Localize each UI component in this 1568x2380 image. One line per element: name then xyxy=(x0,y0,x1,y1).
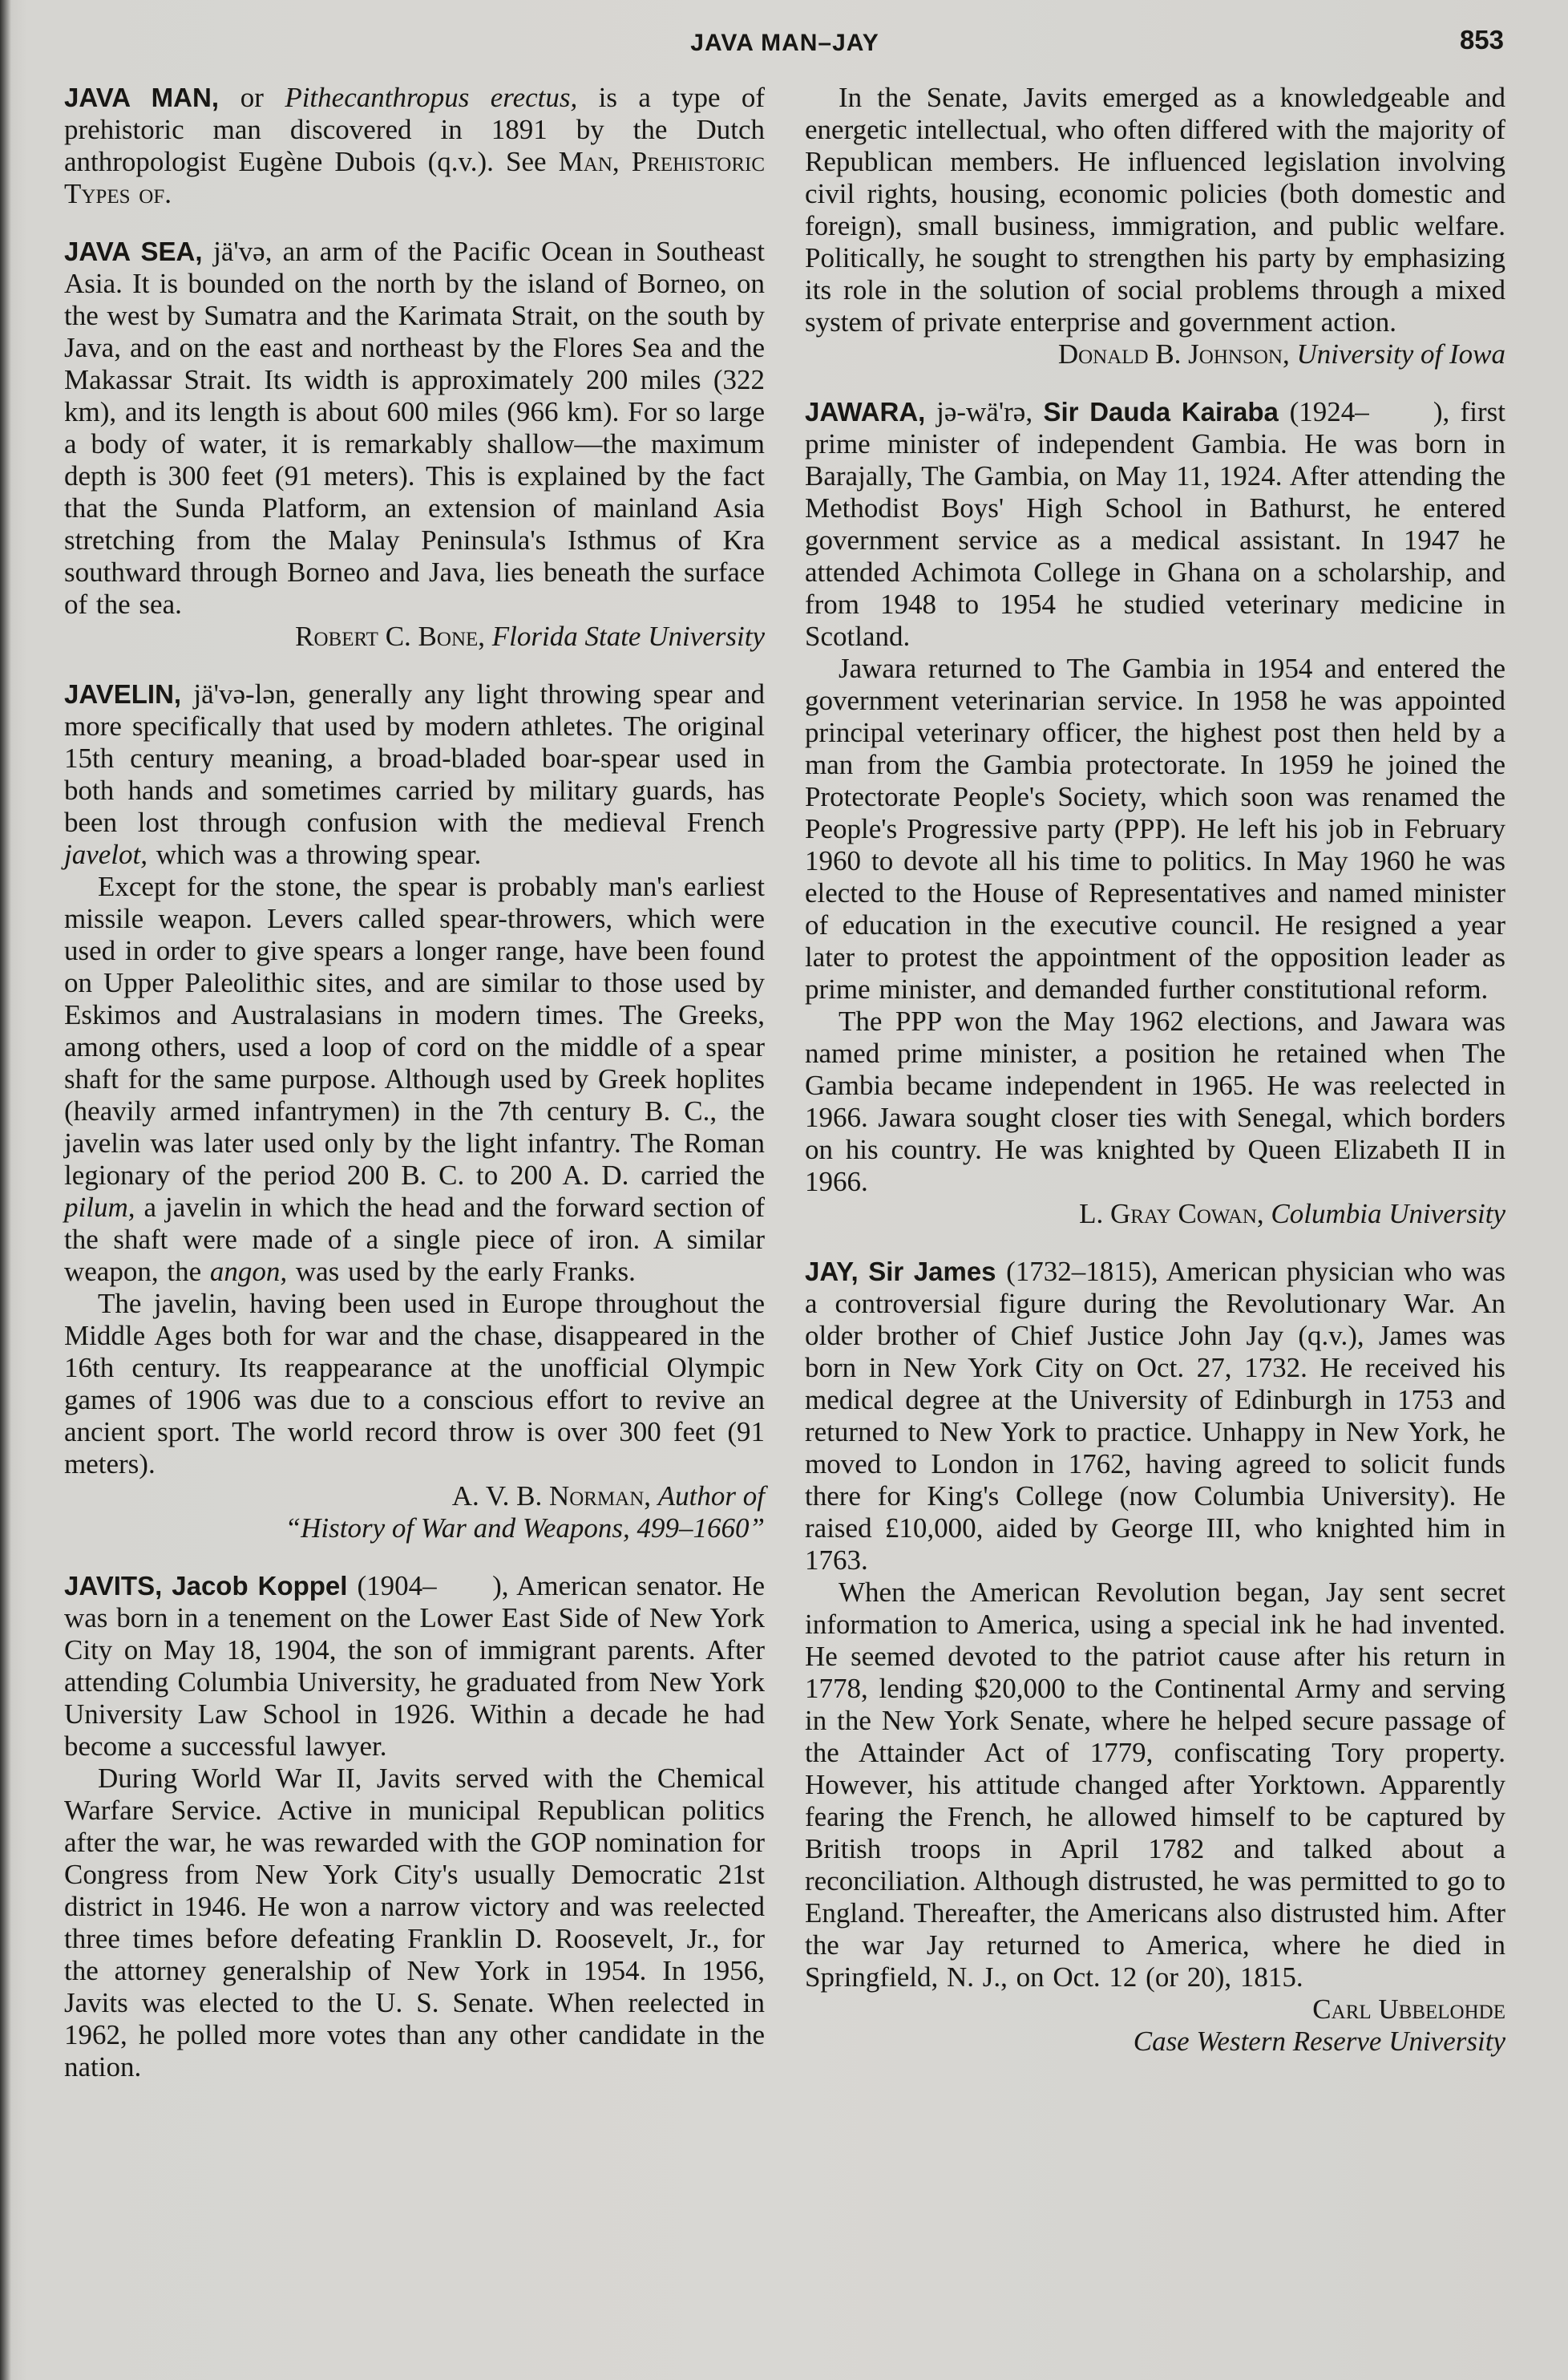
attribution-line xyxy=(805,1198,1505,1230)
page-number: 853 xyxy=(1459,25,1504,55)
running-header xyxy=(64,24,1505,61)
paragraph xyxy=(64,82,765,210)
attribution-line xyxy=(805,2026,1505,2058)
italic-text: angon, xyxy=(209,1256,296,1287)
paragraph xyxy=(805,82,1505,338)
text-run: a javelin in which the head and the forward section of the shaft were made of a single piece of iron. A similar weapon, the xyxy=(64,1192,765,1287)
paragraph xyxy=(805,653,1505,1006)
italic-text: University of Iowa xyxy=(1296,338,1505,370)
text-columns xyxy=(64,82,1505,2083)
article-jay xyxy=(805,1256,1505,2058)
text-run: (1924– ), first prime minister of independent Gambia. He was born in Barajally, The Gambia, on May 11, 1924. After attending the Methodist Boys' High School in Bathurst, he entered government service as a medical assistant. In 1947 he attended Achimota College in Ghana on a scholarship, and from 1948 to 1954 he studied veterinary medicine in Scotland. xyxy=(805,396,1505,652)
italic-text: Author of xyxy=(657,1480,765,1512)
text-run: Jawara returned to The Gambia in 1954 and entered the government veterinarian service. In 1958 he was appointed principal veterinary officer, the highest post then held by a man from the Gambia protectorate. In 1959 he joined the Protectorate People's Society, which soon was renamed the People's Progressive party (PPP). He left his job in February 1960 to devote all his time to politics. In May 1960 he was elected to the House of Representatives and named minister of education in the executive council. He resigned a year later to protest the appointment of the opposition leader as prime minister, and demanded further constitutional reform. xyxy=(805,653,1505,1005)
article-java-sea xyxy=(64,236,765,653)
entry-headword: JAVA MAN, xyxy=(64,83,240,112)
text-run: is a type of prehistoric man discovered in 1891 by the Dutch anthropologist Eugène Dubois (q.v.). See xyxy=(64,82,766,177)
running-head-title: JAVA MAN–JAY xyxy=(690,30,879,56)
text-run: or xyxy=(240,82,285,113)
entry-headword: JAY, Sir James xyxy=(805,1257,1007,1286)
article-java-man xyxy=(64,82,765,210)
text-run: which was a throwing spear. xyxy=(156,839,482,870)
attribution-line xyxy=(64,1480,765,1512)
paragraph xyxy=(805,396,1505,653)
text-run: jə-wä'rə, xyxy=(936,396,1044,427)
paragraph xyxy=(64,1763,765,2083)
text-run: was used by the early Franks. xyxy=(295,1256,636,1287)
article-javelin xyxy=(64,678,765,1544)
attribution-line xyxy=(64,621,765,653)
italic-text: “History of War and Weapons, 499–1660” xyxy=(285,1512,765,1544)
paragraph xyxy=(805,1006,1505,1198)
right-column xyxy=(805,82,1505,2058)
small-caps-text: Man, Prehistoric Types of. xyxy=(64,146,765,209)
small-caps-text: A. V. B. Norman, xyxy=(451,1480,658,1512)
paragraph xyxy=(64,678,765,871)
text-run: The PPP won the May 1962 elections, and Jawara was named prime minister, a position he retained when The Gambia became independent in 1965. He was reelected in 1966. Jawara sought closer ties with Senegal, which borders on his country. He was knighted by Queen Elizabeth II in 1966. xyxy=(805,1006,1505,1197)
paragraph xyxy=(64,871,765,1288)
italic-text: Columbia University xyxy=(1271,1198,1505,1229)
text-run: jä'və, an arm of the Pacific Ocean in Southeast Asia. It is bounded on the north by the island of Borneo, on the west by Sumatra and the Karimata Strait, on the south by Java, and on the east and northeast by the Flores Sea and the Makassar Strait. Its width is approximately 200 miles (322 km), and its length is about 600 miles (966 km). For so large a body of water, it is remarkably shallow—the maximum depth is 300 feet (91 meters). This is explained by the fact that the Sunda Platform, an extension of mainland Asia stretching from the Malay Peninsula's Isthmus of Kra southward through Borneo and Java, lies beneath the surface of the sea. xyxy=(64,236,765,620)
attribution-line xyxy=(805,338,1505,370)
left-column xyxy=(64,82,765,2083)
italic-text: Pithecanthropus erectus, xyxy=(285,82,599,113)
text-run: The javelin, having been used in Europe throughout the Middle Ages both for war and the chase, disappeared in the 16th century. Its reappearance at the unofficial Olympic games of 1906 was due to a conscious effort to revive an ancient sport. The world record throw is over 300 feet (91 meters). xyxy=(64,1288,765,1479)
small-caps-text: Carl Ubbelohde xyxy=(1312,1993,1505,2025)
paragraph xyxy=(805,1577,1505,1993)
paragraph xyxy=(64,236,765,621)
text-run: Except for the stone, the spear is probably man's earliest missile weapon. Levers called spear-throwers, which were used in order to give spears a longer range, have been found on Upper Paleolithic sites, and are similar to those used by Eskimos and Australasians in modern times. The Greeks, among others, used a loop of cord on the middle of a spear shaft for the same purpose. Although used by Greek hoplites (heavily armed infantrymen) in the 7th century B. C., the javelin was later used only by the light infantry. The Roman legionary of the period 200 B. C. to 200 A. D. carried the xyxy=(64,871,765,1191)
article-javits xyxy=(64,1570,765,2083)
small-caps-text: Robert C. Bone, xyxy=(295,621,492,652)
attribution-line xyxy=(805,1993,1505,2026)
entry-headword: JAVITS, Jacob Koppel xyxy=(64,1571,358,1601)
paragraph xyxy=(64,1288,765,1480)
italic-text: Case Western Reserve University xyxy=(1133,2026,1505,2057)
attribution-line xyxy=(64,1512,765,1544)
italic-text: Florida State University xyxy=(491,621,765,652)
text-run: In the Senate, Javits emerged as a knowledgeable and energetic intellectual, who often differed with the majority of Republican members. He influenced legislation involving civil rights, housing, economic policies (both domestic and foreign), small business, immigration, and public welfare. Politically, he sought to strengthen his party by emphasizing its role in the solution of social problems through a mixed system of private enterprise and government action. xyxy=(805,82,1505,338)
paragraph xyxy=(805,1256,1505,1577)
entry-headword: JAVA SEA, xyxy=(64,237,214,266)
small-caps-text: Donald B. Johnson, xyxy=(1057,338,1297,370)
text-run: When the American Revolution began, Jay sent secret information to America, using a special ink he had invented. He seemed devoted to the patriot cause after his return in 1778, lending $20,000 to the Continental Army and serving in the New York Senate, where he helped secure passage of the Attainder Act of 1779, confiscating Tory property. However, his attitude changed after Yorktown. Apparently fearing the French, he allowed himself to be captured by British troops in April 1782 and talked about a reconciliation. Although distrusted, he was permitted to go to England. Thereafter, the Americans also distrusted him. After the war Jay returned to America, where he died in Springfield, N. J., on Oct. 12 (or 20), 1815. xyxy=(805,1577,1505,1993)
text-run: During World War II, Javits served with the Chemical Warfare Service. Active in municipal Republican politics after the war, he was rewarded with the GOP nomination for Congress from New York City's usually Democratic 21st district in 1946. He won a narrow victory and was reelected three times before defeating Franklin D. Roosevelt, Jr., for the attorney generalship of New York in 1954. In 1956, Javits was elected to the U. S. Senate. When reelected in 1962, he polled more votes than any other candidate in the nation. xyxy=(64,1763,765,2082)
article-jawara xyxy=(805,396,1505,1230)
text-run: (1904– ), American senator. He was born in a tenement on the Lower East Side of New York City on May 18, 1904, the son of immigrant parents. After attending Columbia University, he graduated from New York University Law School in 1926. Within a decade he had become a successful lawyer. xyxy=(64,1570,765,1762)
entry-headword: JAVELIN, xyxy=(64,679,194,709)
article-javits-continued xyxy=(805,82,1505,370)
text-run: (1732–1815), American physician who was a controversial figure during the Revolutionary War. An older brother of Chief Justice John Jay (q.v.), James was born in New York City on Oct. 27, 1732. He received his medical degree at the University of Edinburgh in 1753 and returned to New York to practice. Unhappy in New York, he moved to London in 1762, having agreed to solicit funds there for King's College (now Columbia University). He raised £10,000, aided by George III, who knighted him in 1763. xyxy=(805,1256,1505,1576)
paragraph xyxy=(64,1570,765,1763)
italic-text: pilum, xyxy=(64,1192,144,1223)
italic-text: javelot, xyxy=(64,839,156,870)
entry-headword: JAWARA, xyxy=(805,397,937,427)
small-caps-text: L. Gray Cowan, xyxy=(1079,1198,1271,1229)
text-run: jä'və-lən, generally any light throwing spear and more specifically that used by modern athletes. The original 15th century meaning, a broad-bladed boar-spear used in both hands and sometimes carried by military guards, has been lost through confusion with the medieval French xyxy=(64,678,765,838)
entry-headword: Sir Dauda Kairaba xyxy=(1043,397,1290,427)
